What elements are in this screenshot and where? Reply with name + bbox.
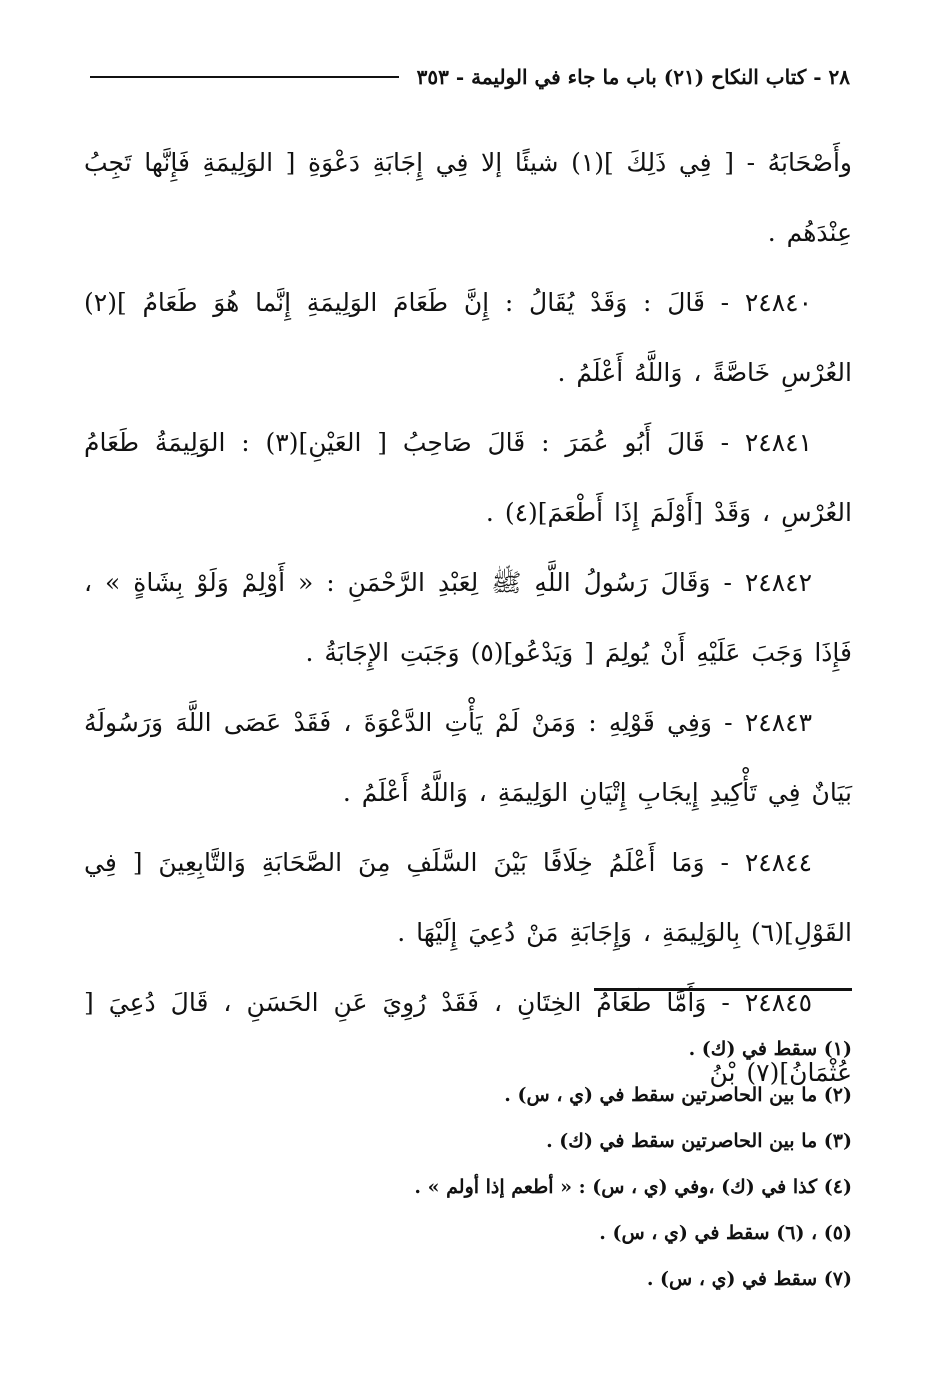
footnote-2: (٢) ما بين الحاصرتين سقط في (ي ، س) . xyxy=(504,1084,852,1106)
footnote-7: (٧) سقط في (ي ، س) . xyxy=(646,1268,852,1290)
footnote-1: (١) سقط في (ك) . xyxy=(688,1038,852,1060)
paragraph-24843: ٢٤٨٤٣ - وَفِي قَوْلِهِ : وَمَنْ لَمْ يَأْتِ الدَّعْوَةَ ، فَقَدْ عَصَى اللَّهَ وَرَسُولَهُ بَيَانٌ فِي تَأْكِيدِ إِيجَابِ إِتْيَانِ الوَلِيمَةِ ، وَاللَّهُ أَعْلَمُ . xyxy=(84,708,852,807)
running-header xyxy=(90,62,850,92)
paragraph-continuation: وأَصْحَابَهُ - [ فِي ذَلِكَ ](١) شيئًا إلا فِي إِجَابَةِ دَعْوَةِ [ الوَلِيمَةِ فَإِنَّها تَجِبُ عِنْدَهُم . xyxy=(84,148,853,247)
footnote-4: (٤) كذا في (ك) ،وفي (ي ، س) : « أطعم إذا أولم » . xyxy=(414,1176,852,1198)
header-rule xyxy=(90,76,399,78)
paragraph-24845: ٢٤٨٤٥ - وَأَمَّا طَعَامُ الخِتَانِ ، فَقَدْ رُوِيَ عَنِ الحَسَنِ ، قَالَ دُعِيَ [ عُثْمَانُ](٧) بْنُ xyxy=(84,988,852,1087)
body-text xyxy=(84,128,852,1108)
paragraph-24842: ٢٤٨٤٢ - وَقَالَ رَسُولُ اللَّهِ ﷺ لِعَبْدِ الرَّحْمَنِ : « أَوْلِمْ وَلَوْ بِشَاةٍ » ، فَإِذَا وَجَبَ عَلَيْهِ أَنْ يُولِمَ [ وَيَدْعُو](٥) وَجَبَتِ الإِجَابَةُ . xyxy=(84,568,852,667)
header-text: ٢٨ - كتاب النكاح (٢١) باب ما جاء في الوليمة - ٣٥٣ xyxy=(416,65,850,89)
footnote-5-6: (٥) ، (٦) سقط في (ي ، س) . xyxy=(599,1222,852,1244)
paragraph-24841: ٢٤٨٤١ - قَالَ أَبُو عُمَرَ : قَالَ صَاحِبُ [ العَيْنِ](٣) : الوَلِيمَةُ طَعَامُ العُرْسِ ، وَقَدْ [أَوْلَمَ إِذَا أَطْعَمَ](٤) . xyxy=(84,428,852,527)
paragraph-24844: ٢٤٨٤٤ - وَمَا أَعْلَمُ خِلَافًا بَيْنَ السَّلَفِ مِنَ الصَّحَابَةِ وَالتَّابِعِينَ [ فِي القَوْلِ](٦) بِالوَلِيمَةِ ، وَإِجَابَةِ مَنْ دُعِيَ إِلَيْهَا . xyxy=(84,848,852,947)
paragraph-24840: ٢٤٨٤٠ - قَالَ : وَقَدْ يُقَالُ : إِنَّ طَعَامَ الوَلِيمَةِ إِنَّما هُوَ طَعَامُ ](٢) العُرْسِ خَاصَّةً ، وَاللَّهُ أَعْلَمُ . xyxy=(84,288,852,387)
footnote-separator xyxy=(594,988,852,991)
footnotes xyxy=(84,1026,852,1302)
footnote-3: (٣) ما بين الحاصرتين سقط في (ك) . xyxy=(546,1130,852,1152)
